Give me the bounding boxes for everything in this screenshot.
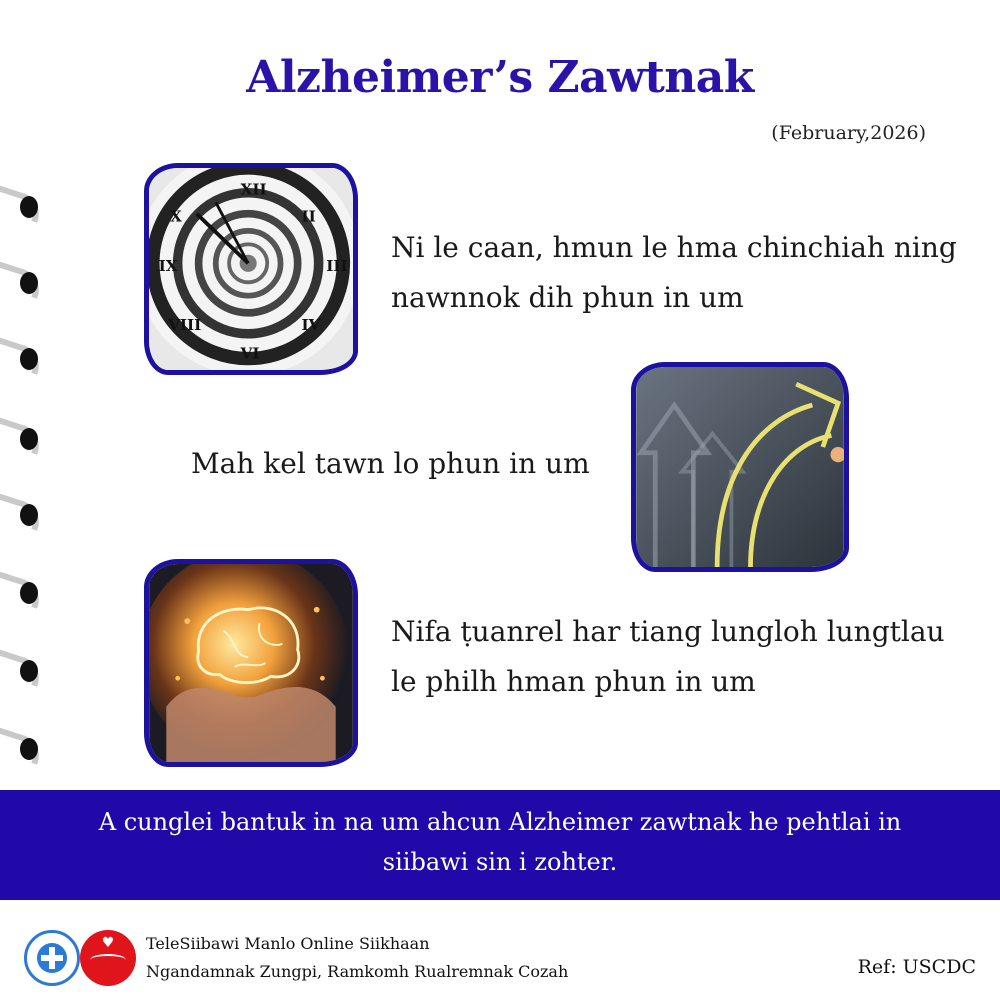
binding-ring [0,730,48,766]
arrows-chalkboard-icon [636,367,844,567]
banner-line-2: siibawi sin i zohter. [382,848,618,876]
svg-text:IV: IV [301,315,321,334]
svg-text:III: III [326,256,348,275]
svg-text:X: X [170,207,182,226]
item-1-line-1: Ni le caan, hmun le hma chinchiah ning [391,231,957,264]
binding-ring [0,420,48,456]
svg-text:XII: XII [240,180,267,199]
reference-label: Ref: USCDC [857,956,976,978]
binding-ring [0,188,48,224]
binding-ring [0,340,48,376]
svg-text:IX: IX [158,256,178,275]
item-3-line-1: Nifa ṭuanrel har tiang lungloh lungtlau [391,615,945,648]
date-label: (February,2026) [771,122,926,144]
arrows-image [631,362,849,572]
page-title: Alzheimer’s Zawtnak [246,52,754,103]
glowing-brain-hands-icon [149,564,353,762]
footer-line-1: TeleSiibawi Manlo Online Siikhaan [146,934,430,953]
item-2-line-1: Mah kel tawn lo phun in um [191,447,590,480]
footer-logos [24,928,136,990]
telemedicine-logo: ♥ [80,930,136,986]
svg-text:VIII: VIII [168,315,202,334]
svg-text:II: II [301,207,316,226]
advice-banner [0,790,1000,900]
spiral-clock-image [144,163,358,375]
svg-text:VI: VI [240,344,260,363]
footer-text [146,930,568,986]
item-1-line-2: nawnnok dih phun in um [391,281,744,314]
item-3-line-2: le philh hman phun in um [391,665,756,698]
ministry-of-health-logo [24,930,80,986]
binding-ring [0,652,48,688]
binding-ring [0,496,48,532]
spiral-clock-icon [149,168,353,370]
binding-ring [0,264,48,300]
item-1-text [391,223,957,323]
item-2-text [191,439,590,489]
brain-image [144,559,358,767]
binding-ring [0,574,48,610]
item-3-text [391,607,945,707]
banner-line-1: A cunglei bantuk in na um ahcun Alzheimer zawtnak he pehtlai in [98,808,902,836]
footer-line-2: Ngandamnak Zungpi, Ramkomh Rualremnak Cozah [146,962,569,981]
